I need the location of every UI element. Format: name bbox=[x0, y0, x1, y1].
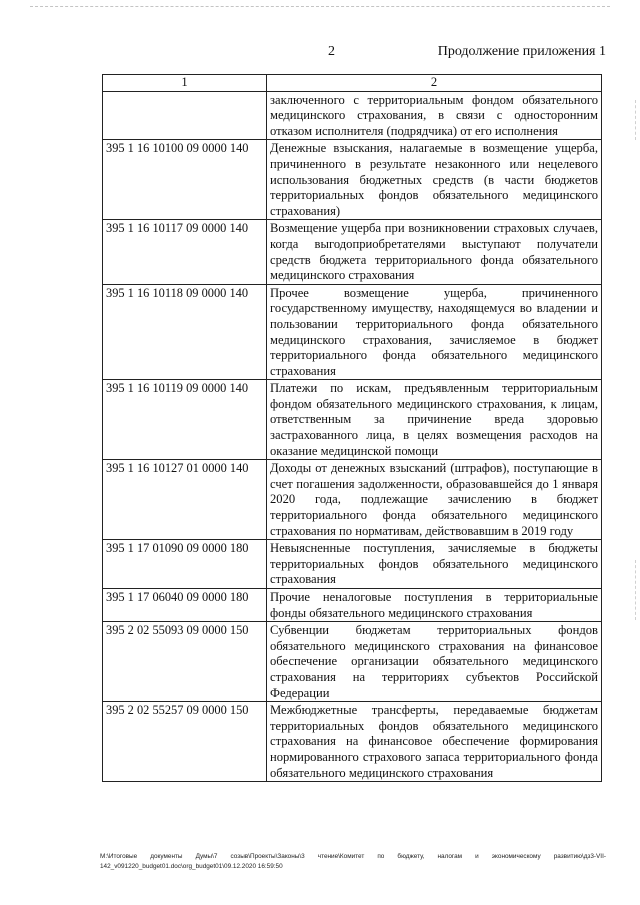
budget-code: 395 1 16 10127 01 0000 140 bbox=[103, 460, 267, 540]
table-row bbox=[103, 622, 602, 702]
continuation-caption: Продолжение приложения 1 bbox=[437, 44, 606, 59]
revenue-codes-table bbox=[102, 74, 602, 782]
revenue-description: Денежные взыскания, налагаемые в возмещение ущерба, причиненного в результате незаконного или нецелевого использования бюджетных средств (в части бюджетов территориальных фондов обязательного медицинского страхования) bbox=[267, 140, 602, 220]
table-row bbox=[103, 140, 602, 220]
budget-code: 395 1 16 10118 09 0000 140 bbox=[103, 284, 267, 380]
page-number: 2 bbox=[328, 44, 335, 59]
table-row bbox=[103, 460, 602, 540]
revenue-description: Субвенции бюджетам территориальных фондов обязательного медицинского страхования на финансовое обеспечение организации обязательного медицинского страхования на территориях субъектов Российской Федерации bbox=[267, 622, 602, 702]
budget-code: 395 2 02 55257 09 0000 150 bbox=[103, 702, 267, 782]
table-row bbox=[103, 702, 602, 782]
revenue-description: Доходы от денежных взысканий (штрафов), поступающие в счет погашения задолженности, образовавшейся до 1 января 2020 года, подлежащие зачислению в бюджет территориального фонда обязательного медицинского страхования по нормативам, действовавшим в 2019 году bbox=[267, 460, 602, 540]
revenue-description: Возмещение ущерба при возникновении страховых случаев, когда выгодоприобретателями выступают получатели средств бюджета территориального фонда обязательного медицинского страхования bbox=[267, 220, 602, 284]
table-row bbox=[103, 540, 602, 589]
table-row bbox=[103, 91, 602, 140]
revenue-description: Прочее возмещение ущерба, причиненного государственному имуществу, находящемуся во владении и пользовании территориального фонда обязательного медицинского страхования, зачисляемое в бюджет территориального фонда обязательного медицинского страхования bbox=[267, 284, 602, 380]
revenue-description: Прочие неналоговые поступления в территориальные фонды обязательного медицинского страхования bbox=[267, 589, 602, 622]
column-header: 2 bbox=[267, 75, 602, 92]
scan-edge-line bbox=[30, 6, 610, 7]
budget-code: 395 1 16 10117 09 0000 140 bbox=[103, 220, 267, 284]
budget-code: 395 1 16 10100 09 0000 140 bbox=[103, 140, 267, 220]
budget-code bbox=[103, 91, 267, 140]
file-path-footer: М:\Итоговые документы Думы\7 созыв\Проекты\Законы\3 чтение\Комитет по бюджету, налогам и экономическому развитию\дз3-VII-142_v091220_budget01.doc\org_budget01\09.12.2020 16:59:50 bbox=[100, 853, 606, 870]
budget-code: 395 1 17 06040 09 0000 180 bbox=[103, 589, 267, 622]
table-row bbox=[103, 589, 602, 622]
scan-edge-mark bbox=[635, 100, 636, 140]
budget-code: 395 2 02 55093 09 0000 150 bbox=[103, 622, 267, 702]
revenue-description: заключенного с территориальным фондом обязательного медицинского страхования, в связи с односторонним отказом исполнителя (подрядчика) от его исполнения bbox=[267, 91, 602, 140]
revenue-description: Невыясненные поступления, зачисляемые в бюджеты территориальных фондов обязательного медицинского страхования bbox=[267, 540, 602, 589]
revenue-description: Платежи по искам, предъявленным территориальным фондом обязательного медицинского страхования, к лицам, ответственным за причинение вреда здоровью застрахованного лица, в целях возмещения расходов на оказание медицинской помощи bbox=[267, 380, 602, 460]
table-row bbox=[103, 380, 602, 460]
budget-code: 395 1 16 10119 09 0000 140 bbox=[103, 380, 267, 460]
column-header: 1 bbox=[103, 75, 267, 92]
scan-edge-mark bbox=[635, 560, 636, 620]
revenue-description: Межбюджетные трансферты, передаваемые бюджетам территориальных фондов обязательного медицинского страхования на финансовое обеспечение формирования нормированного страхового запаса территориального фонда обязательного медицинского страхования bbox=[267, 702, 602, 782]
table-row bbox=[103, 284, 602, 380]
budget-code: 395 1 17 01090 09 0000 180 bbox=[103, 540, 267, 589]
table-row bbox=[103, 220, 602, 284]
table-header-row bbox=[103, 75, 602, 92]
